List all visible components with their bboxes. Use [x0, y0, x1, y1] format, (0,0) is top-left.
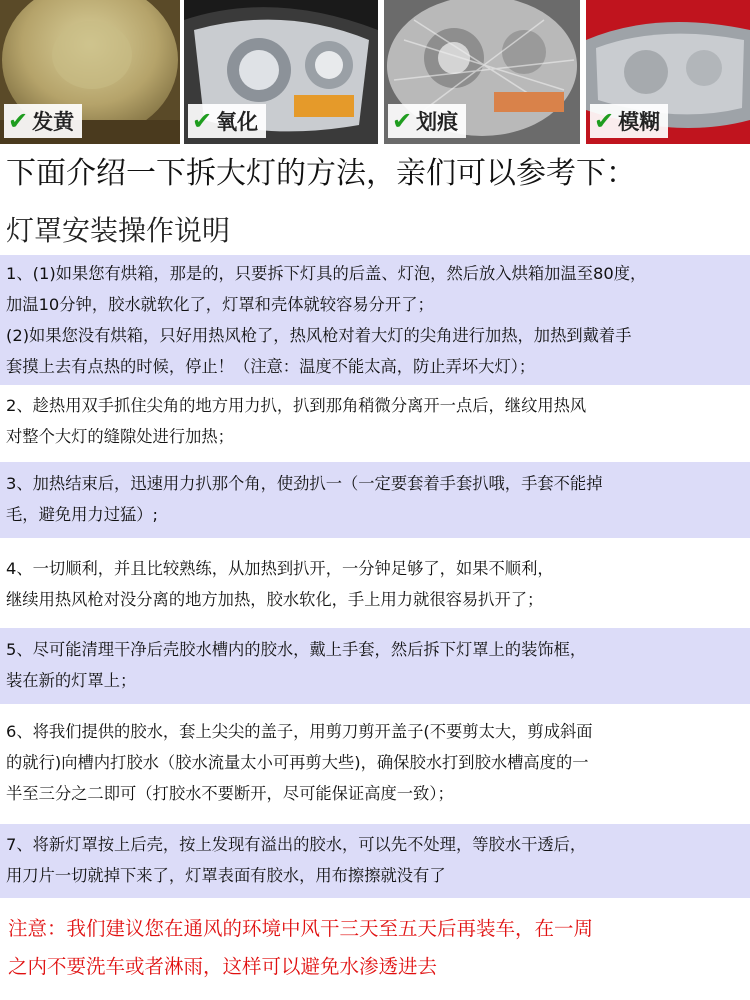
step-7-block — [0, 824, 750, 898]
step-6-block — [0, 712, 750, 816]
blurry-headlight-photo — [586, 0, 750, 144]
photo-label-yellowed — [4, 104, 82, 138]
step-1-block — [0, 255, 750, 385]
step-line: (2)如果您没有烘箱，只好用热风枪了，热风枪对着大灯的尖角进行加热，加热到戴着手 — [6, 326, 632, 345]
step-3-block — [0, 462, 750, 538]
oxidized-headlight-photo — [184, 0, 378, 144]
step-line: 半至三分之二即可（打胶水不要断开，尽可能保证高度一致）； — [6, 784, 454, 803]
photo-label-oxidized — [188, 104, 266, 138]
step-line: 加温10分钟，胶水就软化了，灯罩和壳体就较容易分开了； — [6, 295, 434, 314]
step-2-block — [0, 388, 750, 454]
step-line: 套摸上去有点热的时候，停止！（注意：温度不能太高，防止弄坏大灯）； — [6, 357, 536, 376]
step-line: 的就行)向槽内打胶水（胶水流量太小可再剪大些)，确保胶水打到胶水槽高度的一 — [6, 753, 589, 772]
step-line: 6、将我们提供的胶水，套上尖尖的盖子，用剪刀剪开盖子(不要剪太大，剪成斜面 — [6, 722, 593, 741]
step-line: 7、将新灯罩按上后壳，按上发现有溢出的胶水，可以先不处理，等胶水干透后， — [6, 835, 587, 854]
label-text: 划痕 — [416, 110, 459, 134]
check-icon: ✔ — [192, 107, 213, 135]
step-line: 5、尽可能清理干净后壳胶水槽内的胶水，戴上手套，然后拆下灯罩上的装饰框， — [6, 640, 587, 659]
step-4-block — [0, 548, 750, 620]
note-line: 之内不要洗车或者淋雨，这样可以避免水渗透进去 — [8, 955, 438, 978]
step-line: 对整个大灯的缝隙处进行加热； — [6, 427, 234, 446]
instructions-title: 灯罩安装操作说明 — [6, 214, 231, 247]
drying-warning-note — [0, 906, 750, 990]
intro-heading: 下面介绍一下拆大灯的方法，亲们可以参考下： — [6, 156, 636, 191]
step-line: 用刀片一切就掉下来了，灯罩表面有胶水，用布擦擦就没有了 — [6, 866, 446, 885]
photo-label-blurry — [590, 104, 668, 138]
check-icon: ✔ — [8, 107, 29, 135]
step-line: 装在新的灯罩上； — [6, 671, 137, 690]
step-line: 毛，避免用力过猛）; — [6, 505, 159, 524]
note-line: 注意：我们建议您在通风的环境中风干三天至五天后再装车，在一周 — [8, 917, 594, 940]
step-line: 继续用热风枪对没分离的地方加热，胶水软化，手上用力就很容易扒开了； — [6, 590, 544, 609]
headlight-photo-strip — [0, 0, 750, 144]
step-5-block — [0, 628, 750, 704]
check-icon: ✔ — [392, 107, 413, 135]
step-line: 3、加热结束后，迅速用力扒那个角，使劲扒一（一定要套着手套扒哦，手套不能掉 — [6, 474, 603, 493]
label-text: 模糊 — [618, 110, 661, 134]
label-text: 发黄 — [32, 110, 75, 134]
scratched-headlight-photo — [384, 0, 580, 144]
photo-label-scratched — [388, 104, 466, 138]
step-line: 2、趁热用双手抓住尖角的地方用力扒，扒到那角稍微分离开一点后，继纹用热风 — [6, 396, 587, 415]
step-line: 4、一切顺利，并且比较熟练，从加热到扒开，一分钟足够了，如果不顺利， — [6, 559, 554, 578]
step-line: 1、(1)如果您有烘箱，那是的，只要拆下灯具的后盖、灯泡，然后放入烘箱加温至80度， — [6, 264, 647, 283]
yellowed-headlight-photo — [0, 0, 180, 144]
label-text: 氧化 — [216, 110, 259, 134]
check-icon: ✔ — [594, 107, 615, 135]
